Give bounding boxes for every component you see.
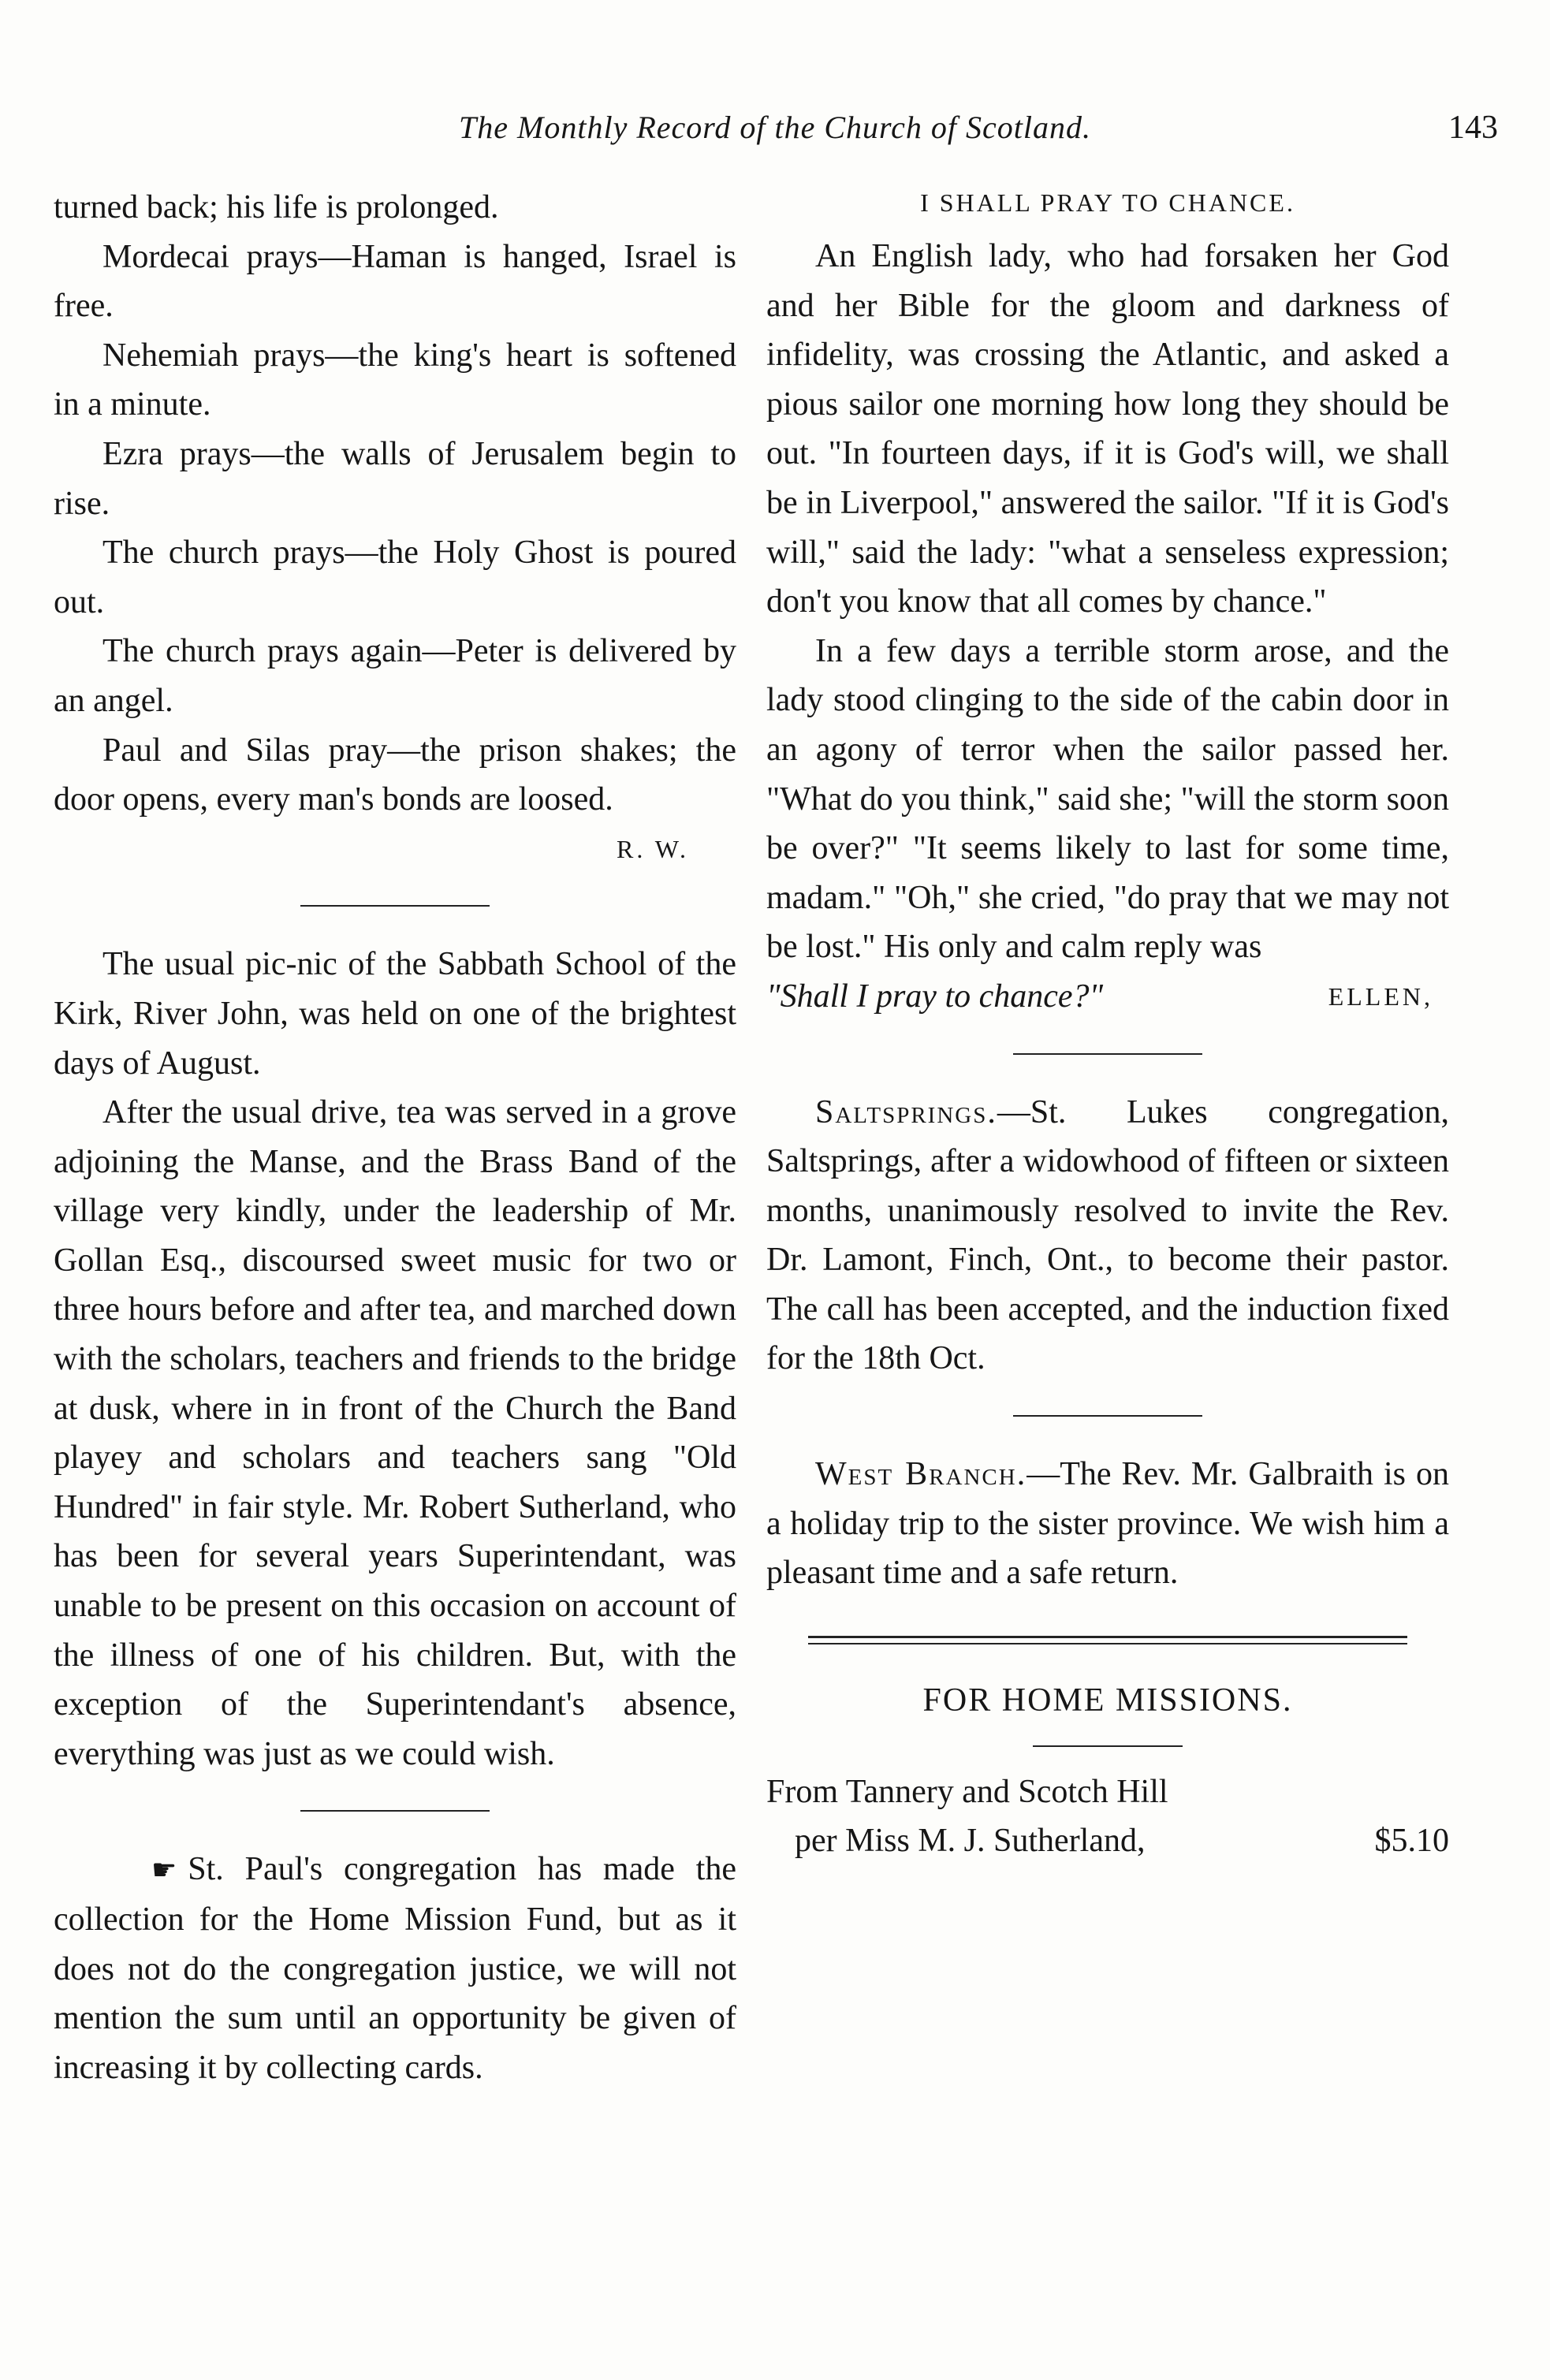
- missions-line: [766, 1767, 1449, 1817]
- missions-heading: FOR HOME MISSIONS.: [922, 1682, 1293, 1719]
- missions-collector: per Miss M. J. Sutherland,: [795, 1823, 1146, 1860]
- section-divider: [1013, 1053, 1202, 1055]
- heading-divider: [1033, 1745, 1183, 1747]
- section-divider: [300, 905, 490, 907]
- west-branch-lead: West Branch.: [815, 1456, 1027, 1493]
- prayer-paragraph: Mordecai prays—Haman is hanged, Israel is free.: [54, 238, 736, 325]
- picnic-paragraph: After the usual drive, tea was served in a grove adjoining the Manse, and the Brass Band of the village very kindly, under the leadership of Mr. Gollan Esq., discoursed sweet music for two or three hours before and after tea, and marched down with the scholars, teachers and friends to the bridge at dusk, where in in front of the Church the Band playey and scholars and teachers sang "Old Hundred" in fair style. Mr. Robert Sutherland, who has been for several years Superintendant, was unable to be present on this occasion on account of the illness of one of his children. But, with the exception of the Superintendant's absence, everything was just as we could wish.: [54, 1094, 736, 1772]
- running-header-title: The Monthly Record of the Church of Scotland.: [459, 110, 1091, 145]
- st-pauls-notice: [54, 1845, 736, 2092]
- pointing-hand-icon: ☛: [151, 1854, 177, 1886]
- saltsprings-text: —St. Lukes congregation, Saltsprings, after a widowhood of fifteen or sixteen months, unanimously resolved to invite the Rev. Dr. Lamont, Finch, Ont., to become their pastor. The call has been accepted, and the induction fixed for the 18th Oct.: [766, 1093, 1449, 1377]
- prayer-paragraph: Ezra prays—the walls of Jerusalem begin to rise.: [54, 435, 736, 522]
- section-divider: [300, 1810, 490, 1812]
- missions-amount: $5.10: [1374, 1823, 1449, 1860]
- prayer-paragraph: Paul and Silas pray—the prison shakes; the door opens, every man's bonds are loosed.: [54, 732, 736, 818]
- chance-paragraph: In a few days a terrible storm arose, and the lady stood clinging to the side of the cabin door in an agony of terror when the sailor passed her. "What do you think," said she; "will the storm soon be over?" "It seems likely to last for some time, madam." "Oh," she cried, "do pray that we may not be lost." His only and calm reply was: [766, 632, 1449, 966]
- chance-paragraph: An English lady, who had forsaken her God and her Bible for the gloom and darkness of infidelity, was crossing the Atlantic, and asked a pious sailor one morning how long they should be out. "In fourteen days, if it is God's will, we shall be in Liverpool," answered the sailor. "If it is God's will," said the lady: "what a senseless expression; don't you know that all comes by chance.": [766, 238, 1449, 620]
- right-column: [766, 183, 1449, 1866]
- prayer-paragraph: The church prays—the Holy Ghost is poured out.: [54, 534, 736, 620]
- missions-source: From Tannery and Scotch Hill: [766, 1773, 1168, 1810]
- prayer-paragraph: Nehemiah prays—the king's heart is softened in a minute.: [54, 337, 736, 423]
- chance-heading: I SHALL PRAY TO CHANCE.: [920, 188, 1295, 217]
- page-number: 143: [1448, 110, 1498, 146]
- st-pauls-text: St. Paul's congregation has made the collection for the Home Mission Fund, but as it does not do the congregation justice, we will not mention the sum until an opportunity be given of increasing it by collecting cards.: [54, 1851, 736, 2086]
- saltsprings-lead: Saltsprings.: [815, 1093, 997, 1130]
- prayer-paragraph: The church prays again—Peter is delivered by an angel.: [54, 633, 736, 719]
- chance-closing-line: [766, 972, 1449, 1022]
- prayer-paragraph: turned back; his life is prolonged.: [54, 189, 499, 225]
- chance-quote: "Shall I pray to chance?": [766, 978, 1104, 1015]
- picnic-paragraph: The usual pic-nic of the Sabbath School of the Kirk, River John, was held on one of the brightest days of August.: [54, 946, 736, 1082]
- saltsprings-notice: [766, 1088, 1449, 1384]
- left-column: [54, 183, 736, 2092]
- prayer-signature: R. W.: [616, 834, 689, 863]
- west-branch-notice: [766, 1450, 1449, 1598]
- double-rule-divider: [808, 1636, 1407, 1644]
- chance-signature: ELLEN,: [1328, 981, 1433, 1011]
- section-divider: [1013, 1415, 1202, 1417]
- west-branch-text: —The Rev. Mr. Galbraith is on a holiday trip to the sister province. We wish him a pleasant time and a safe return.: [766, 1456, 1449, 1592]
- missions-line: [766, 1816, 1449, 1866]
